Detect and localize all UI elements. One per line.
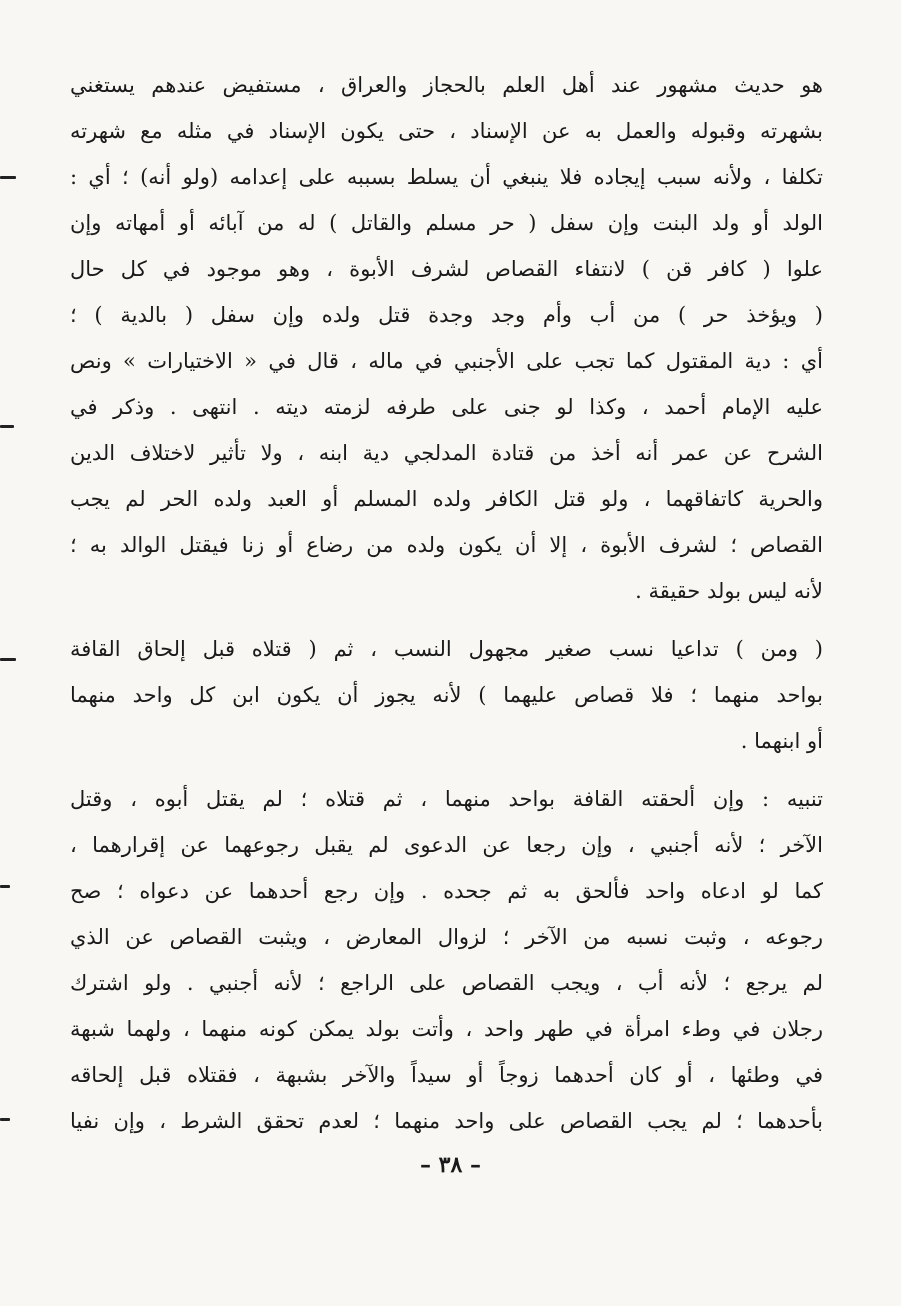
text-line: هو حديث مشهور عند أهل العلم بالحجاز والعراق ، مستفيض عندهم يستغني: [70, 73, 823, 97]
text-line: علوا ( كافر قن ) لانتفاء القصاص لشرف الأبوة ، وهو موجود في كل حال: [70, 257, 823, 281]
text-line: بواحد منهما ؛ فلا قصاص عليهما ) لأنه يجوز أن يكون ابن كل واحد منهما: [70, 683, 823, 707]
text-line: كما لو ادعاه واحد فألحق به ثم جحده . وإن رجع أحدهما عن دعواه ؛ صح: [70, 879, 823, 903]
binding-mark: [0, 176, 16, 179]
text-line: تنبيه : وإن ألحقته القافة بواحد منهما ، ثم قتلاه ؛ لم يقتل أبوه ، وقتل: [70, 787, 823, 811]
text-line: رجلان في وطء امرأة في طهر واحد ، وأتت بولد يمكن كونه منهما ، ولهما شبهة: [70, 1017, 823, 1041]
paragraph-gap: [70, 614, 823, 626]
paragraph: [70, 62, 823, 614]
text-line: والحرية كاتفاقهما ، ولو قتل الكافر ولده المسلم أو العبد ولده الحر لم يجب: [70, 487, 823, 511]
text-line: أي : دية المقتول كما تجب على الأجنبي في ماله ، قال في « الاختيارات » ونص: [70, 349, 823, 373]
paragraph-gap: [70, 764, 823, 776]
binding-mark: [0, 425, 14, 428]
text-line: لأنه ليس بولد حقيقة .: [635, 579, 823, 603]
binding-mark: [0, 885, 10, 888]
text-line: في وطئها ، أو كان أحدهما زوجاً أو سيداً والآخر بشبهة ، فقتلاه قبل إلحاقه: [70, 1063, 823, 1087]
text-line: الولد أو ولد البنت وإن سفل ( حر مسلم والقاتل ) له من آبائه أو أمهاته وإن: [70, 211, 823, 235]
text-line: ( ومن ) تداعيا نسب صغير مجهول النسب ، ثم ( قتلاه قبل إلحاق القافة: [70, 637, 823, 661]
text-line: بأحدهما ؛ لم يجب القصاص على واحد منهما ؛ لعدم تحقق الشرط ، وإن نفيا: [70, 1109, 823, 1133]
paragraph: [70, 626, 823, 764]
text-line: تكلفا ، ولأنه سبب إيجاده فلا ينبغي أن يسلط بسببه على إعدامه (ولو أنه) ؛ أي :: [70, 165, 823, 189]
body-text: [70, 62, 823, 1144]
text-line: ( ويؤخذ حر ) من أب وأم وجد وجدة قتل ولده وإن سفل ( بالدية ) ؛: [70, 303, 823, 327]
text-line: القصاص ؛ لشرف الأبوة ، إلا أن يكون ولده من رضاع أو زنا فيقتل الوالد به ؛: [70, 533, 823, 557]
binding-mark: [0, 1118, 10, 1121]
text-line: رجوعه ، وثبت نسبه من الآخر ؛ لزوال المعارض ، ويثبت القصاص عن الذي: [70, 925, 823, 949]
text-line: بشهرته وقبوله والعمل به عن الإسناد ، حتى يكون الإسناد في مثله مع شهرته: [70, 119, 823, 143]
paragraph: [70, 776, 823, 1144]
text-line: الآخر ؛ لأنه أجنبي ، وإن رجعا عن الدعوى لم يقبل رجوعهما عن إقرارهما ،: [70, 833, 823, 857]
page-number: – ٣٨ –: [420, 1152, 481, 1178]
text-line: لم يرجع ؛ لأنه أب ، ويجب القصاص على الراجع ؛ لأنه أجنبي . ولو اشترك: [70, 971, 823, 995]
text-line: عليه الإمام أحمد ، وكذا لو جنى على طرفه لزمته ديته . انتهى . وذكر في: [70, 395, 823, 419]
text-line: أو ابنهما .: [740, 729, 823, 753]
text-line: الشرح عن عمر أنه أخذ من قتادة المدلجي دية ابنه ، ولا تأثير لاختلاف الدين: [70, 441, 823, 465]
binding-mark: [0, 658, 16, 661]
